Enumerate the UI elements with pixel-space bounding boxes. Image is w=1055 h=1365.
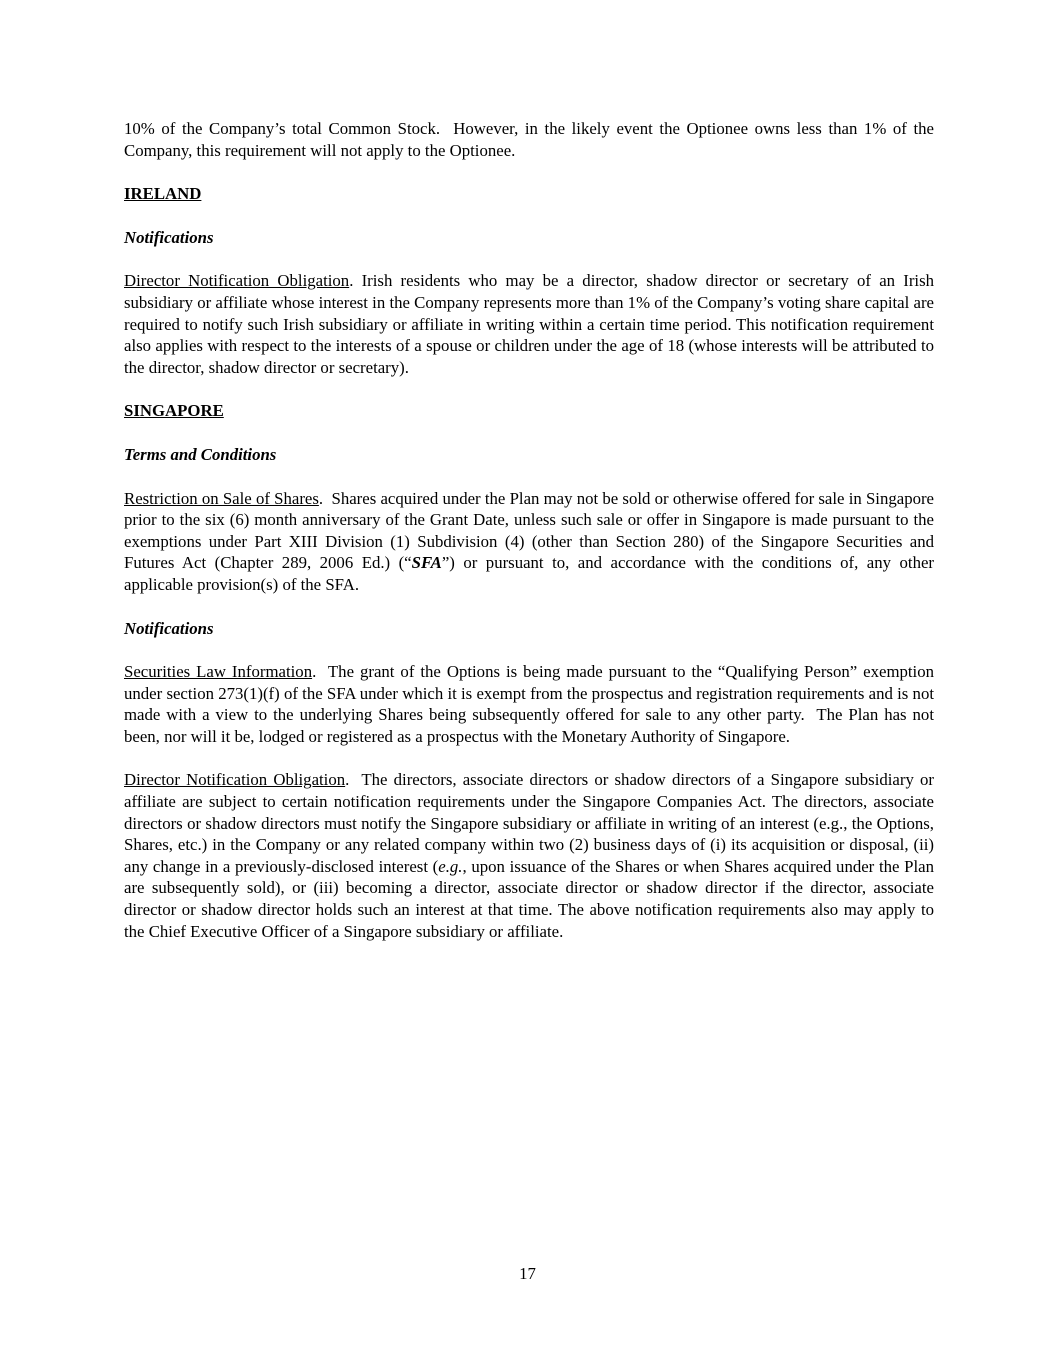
paragraph-text: 10% of the Company’s total Common Stock. However, in the likely event the Optionee owns less than 1% of the Company, this requirement will not apply to the Optionee. — [124, 119, 939, 160]
paragraph-singapore-director-notification — [124, 769, 939, 942]
underlined-lead: Restriction on Sale of Shares — [124, 488, 319, 508]
underlined-lead: Director Notification Obligation — [124, 770, 346, 790]
sfa-abbreviation: SFA — [411, 553, 442, 573]
paragraph-text: , upon issuance of the Shares or when Shares acquired under the Plan are subsequently sold), or (iii) becoming a director, associate director or shadow director if the director, associate director or shadow director holds such an interest at that time. The above notification requirements also may apply to the Chief Executive Officer of a Singapore subsidiary or affiliate. — [124, 856, 939, 941]
page-number: 17 — [519, 1264, 536, 1284]
paragraph-text: ”) or pursuant to, and accordance with the conditions of, any other applicable provision(s) of the SFA. — [124, 553, 939, 594]
paragraph-text: . The grant of the Options is being made pursuant to the “Qualifying Person” exemption under section 273(1)(f) of the SFA under which it is exempt from the prospectus and registration requirements and is not made with a view to the underlying Shares being subsequently offered for sale to any other party. The Plan has not been, nor will it be, lodged or registered as a prospectus with the Monetary Authority of Singapore. — [124, 662, 939, 746]
heading-ireland: IRELAND — [124, 184, 202, 204]
paragraph-ireland-director-notification — [124, 270, 939, 378]
paragraph-text: . The directors, associate directors or shadow directors of a Singapore subsidiary or affiliate are subject to certain notification requirements under the Singapore Companies Act. The directors, associate directors or shadow directors must notify the Singapore subsidiary or affiliate in writing of an interest (e.g., the Options, Shares, etc.) in the Company or any related company within two (2) business days of (i) its acquisition or disposal, (ii) any change in a previously-disclosed interest ( — [124, 770, 939, 876]
paragraph-text: . Shares acquired under the Plan may not be sold or otherwise offered for sale in Singapore prior to the six (6) month anniversary of the Grant Date, unless such sale or offer in Singapore is made pursuant to the exemptions under Part XIII Division (1) Subdivision (4) (other than Section 280) of the Singapore Securities and Futures Act (Chapter 289, 2006 Ed.) (“ — [124, 488, 939, 573]
subheading-ireland-notifications: Notifications — [124, 227, 214, 247]
underlined-lead: Director Notification Obligation — [124, 271, 350, 291]
subheading-singapore-notifications: Notifications — [124, 618, 214, 638]
paragraph-singapore-restriction — [124, 488, 939, 596]
paragraph-intro — [124, 118, 939, 161]
paragraph-text: . Irish residents who may be a director, shadow director or secretary of an Irish subsidiary or affiliate whose interest in the Company represents more than 1% of the Company’s voting share capital are required to notify such Irish subsidiary or affiliate in writing within a certain time period. This notification requirement also applies with respect to the interests of a spouse or children under the age of 18 (whose interests will be attributed to the director, shadow director or secretary). — [124, 271, 939, 377]
subheading-singapore-terms: Terms and Conditions — [124, 444, 277, 464]
heading-singapore: SINGAPORE — [124, 401, 224, 421]
underlined-lead: Securities Law Information — [124, 662, 313, 682]
document-content — [124, 118, 939, 964]
paragraph-singapore-securities-law — [124, 661, 939, 747]
eg-abbreviation: e.g. — [438, 856, 463, 876]
